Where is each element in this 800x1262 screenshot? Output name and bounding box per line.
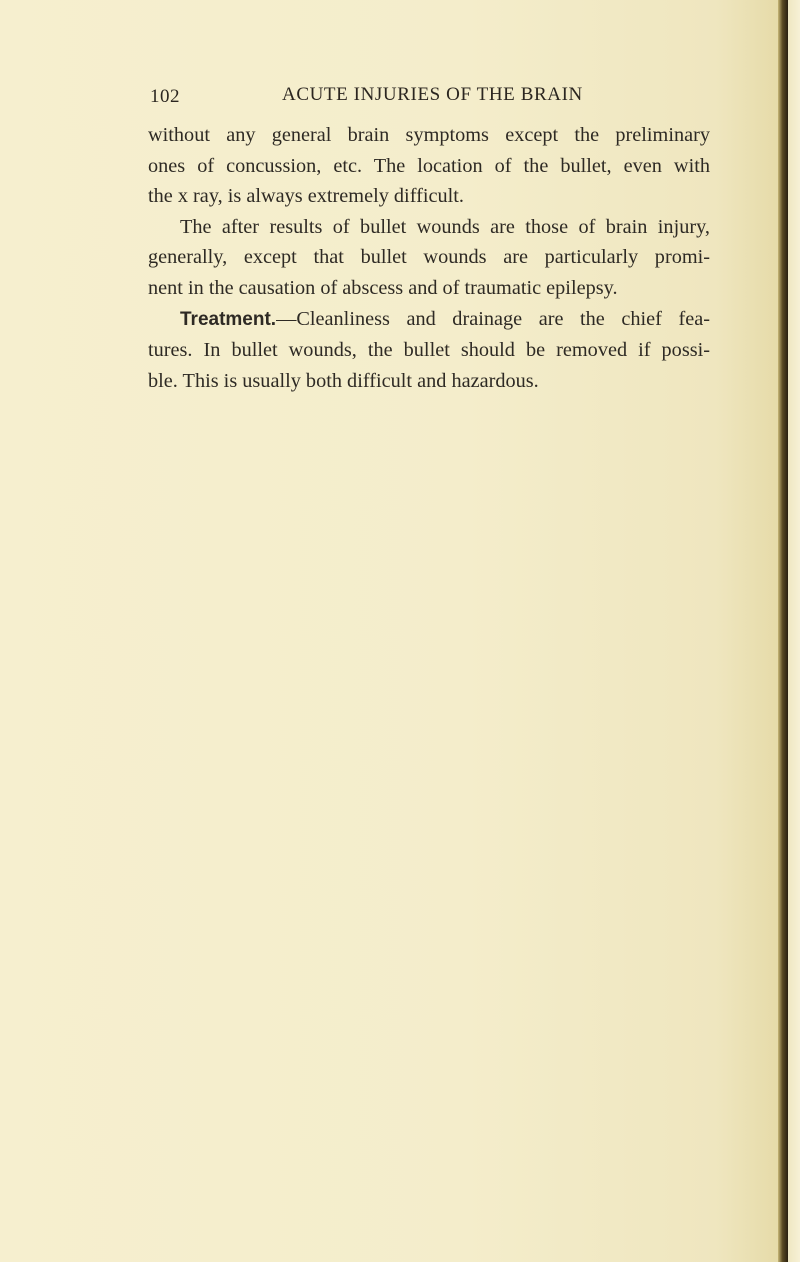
text-line (148, 304, 710, 336)
text-line: ble. This is usually both difficult and hazardous. (148, 369, 539, 392)
text-line: ones of concussion, etc. The location of the bullet, even with (148, 154, 710, 177)
text-line: nent in the causation of abscess and of traumatic epilepsy. (148, 276, 618, 299)
adjacent-page-edge (788, 0, 800, 1262)
text-line: without any general brain symptoms except the preliminary (148, 124, 710, 146)
page-number: 102 (150, 86, 180, 107)
section-heading-treatment: Treatment. (180, 308, 277, 330)
running-title: ACUTE INJURIES OF THE BRAIN (282, 84, 583, 105)
text-line: generally, except that bullet wounds are particularly promi- (148, 246, 710, 269)
page-header (150, 84, 710, 112)
page-gutter-shadow (778, 0, 788, 1262)
text-line-continuation: —Cleanliness and drainage are the chief fea- (276, 307, 710, 330)
text-line: tures. In bullet wounds, the bullet should be removed if possi- (148, 339, 710, 362)
text-line: The after results of bullet wounds are those of brain injury, (180, 215, 710, 238)
text-line: the x ray, is always extremely difficult. (148, 185, 464, 208)
body-text (148, 120, 710, 396)
